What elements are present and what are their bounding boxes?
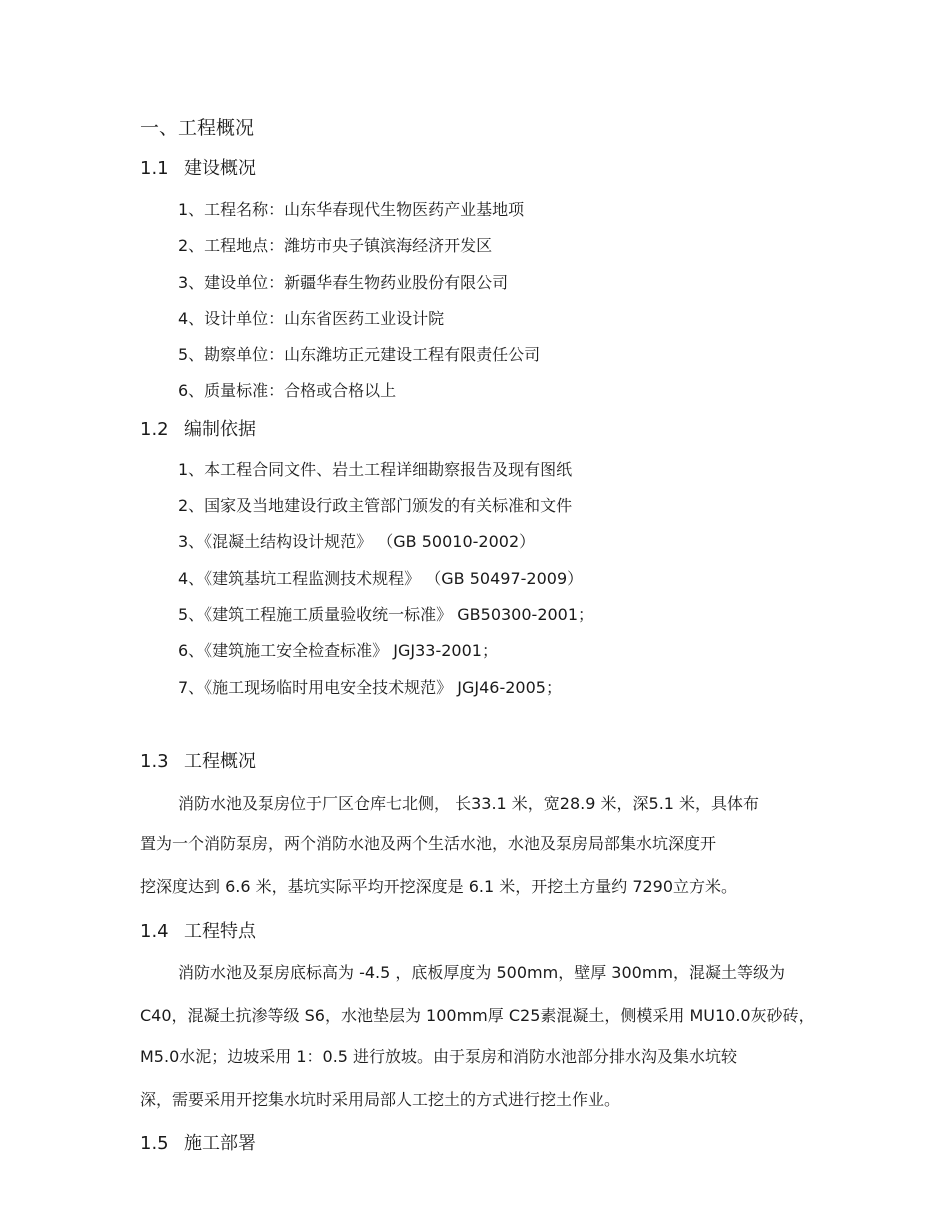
- list-item: 1、工程名称：山东华春现代生物医药产业基地项: [178, 200, 525, 219]
- list-item: 4、设计单位：山东省医药工业设计院: [178, 309, 445, 328]
- section-number: 1.1: [140, 158, 169, 179]
- section-heading-1-2: [140, 418, 256, 442]
- paragraph-1-3: [140, 793, 820, 903]
- list-item: 5、勘察单位：山东潍坊正元建设工程有限责任公司: [178, 345, 541, 364]
- section-number: 1.4: [140, 921, 169, 942]
- paragraph-line: 深，需要采用开挖集水坑时采用局部人工挖土的方式进行挖土作业。: [140, 1090, 621, 1109]
- list-item: 7、《施工现场临时用电安全技术规范》 JGJ46-2005；: [178, 678, 562, 697]
- paragraph-1-4: [140, 962, 820, 1132]
- section-heading-1-3: [140, 750, 256, 774]
- section-number: 1.3: [140, 751, 169, 772]
- section-number: 1.2: [140, 419, 169, 440]
- section-title: 建设概况: [184, 158, 256, 179]
- section-title: 工程特点: [184, 921, 256, 942]
- list-item: 2、工程地点：潍坊市央子镇滨海经济开发区: [178, 236, 493, 255]
- section-title: 编制依据: [184, 419, 256, 440]
- paragraph-line: C40，混凝土抗渗等级 S6，水池垫层为 100mm厚 C25素混凝土，侧模采用 MU10.0灰砂砖，: [140, 1006, 815, 1025]
- list-item: 6、《建筑施工安全检查标准》 JGJ33-2001；: [178, 641, 498, 660]
- paragraph-line: M5.0水泥；边坡采用 1：0.5 进行放坡。由于泵房和消防水池部分排水沟及集水坑较: [140, 1047, 738, 1066]
- section-heading-1-4: [140, 920, 256, 944]
- section-heading-1-5: [140, 1132, 256, 1156]
- list-item: 2、国家及当地建设行政主管部门颁发的有关标准和文件: [178, 496, 573, 515]
- paragraph-line: 挖深度达到 6.6 米，基坑实际平均开挖深度是 6.1 米，开挖土方量约 7290立方米。: [140, 877, 738, 896]
- list-item: 6、质量标准：合格或合格以上: [178, 381, 397, 400]
- section-number: 1.5: [140, 1133, 169, 1154]
- list-item: 3、建设单位：新疆华春生物药业股份有限公司: [178, 273, 509, 292]
- section-title: 施工部署: [184, 1133, 256, 1154]
- list-item: 1、本工程合同文件、岩土工程详细勘察报告及现有图纸: [178, 460, 573, 479]
- chapter-heading: 一、工程概况: [140, 117, 255, 139]
- paragraph-line: 置为一个消防泵房，两个消防水池及两个生活水池，水池及泵房局部集水坑深度开: [140, 834, 717, 853]
- list-item: 3、《混凝土结构设计规范》 （GB 50010-2002）: [178, 532, 536, 551]
- section-title: 工程概况: [184, 751, 256, 772]
- paragraph-line: 消防水池及泵房位于厂区仓库七北侧， 长33.1 米，宽28.9 米，深5.1 米，具体布: [178, 794, 760, 813]
- list-item: 5、《建筑工程施工质量验收统一标准》 GB50300-2001；: [178, 605, 595, 624]
- paragraph-line: 消防水池及泵房底标高为 -4.5 ，底板厚度为 500mm，壁厚 300mm，混凝土等级为: [178, 963, 785, 982]
- section-heading-1-1: [140, 157, 256, 181]
- list-item: 4、《建筑基坑工程监测技术规程》 （GB 50497-2009）: [178, 569, 584, 588]
